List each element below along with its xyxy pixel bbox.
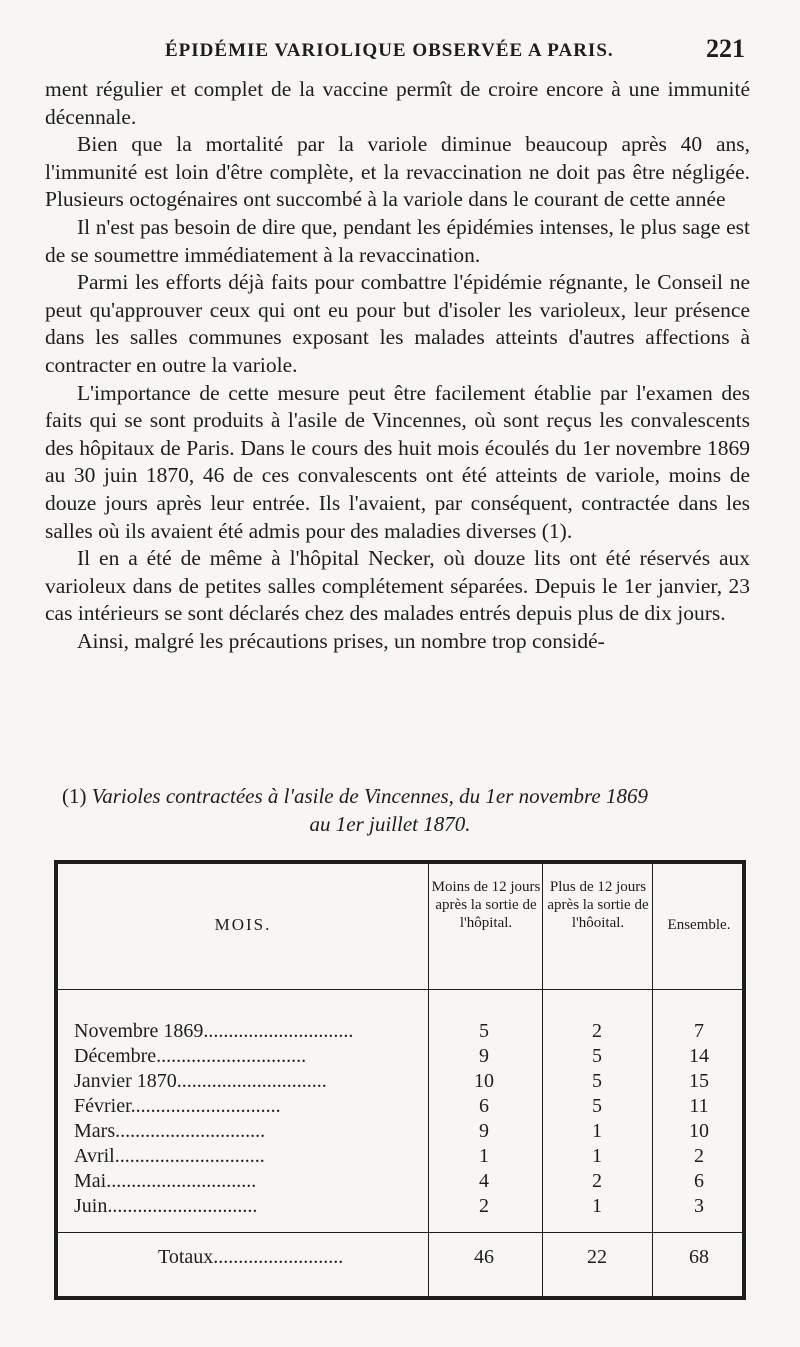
footnote-caption-1: Varioles contractées à l'asile de Vincennes, du 1er novembre 1869: [91, 784, 648, 808]
row-moins: 9: [479, 1045, 489, 1067]
row-month: Mai..............................: [74, 1170, 257, 1192]
paragraph-1: ment régulier et complet de la vaccine permît de croire encore à une immunité décennale.: [45, 77, 750, 129]
totals-moins: 46: [474, 1246, 494, 1268]
running-title: ÉPIDÉMIE VARIOLIQUE OBSERVÉE A PARIS.: [165, 40, 614, 61]
row-month: Juin..............................: [74, 1195, 258, 1217]
footnote-caption-2: au 1er juillet 1870.: [309, 812, 471, 836]
header-divider: [58, 989, 742, 990]
row-month: Mars..............................: [74, 1120, 266, 1142]
totals-ensemble: 68: [689, 1246, 709, 1268]
paragraph-7: Ainsi, malgré les précautions prises, un nombre trop considé-: [77, 628, 605, 653]
totals-label: Totaux..........................: [158, 1246, 344, 1268]
row-moins: 4: [479, 1170, 489, 1192]
paragraph-5: L'importance de cette mesure peut être facilement établie par l'examen des faits qui se sont produits à l'asile de Vincennes, où sont reçus les convalescents des hôpitaux de Paris. Dans le cours des huit mois écoulés du 1er novembre 1869 au 30 juin 1870, 46 de ces convalescents ont été atteints de variole, moins de douze jours après leur entrée. Ils l'avaient, par conséquent, contractée dans les salles où ils avaient été admis pour des maladies diverses (1).: [45, 380, 750, 543]
row-ensemble: 3: [694, 1195, 704, 1217]
row-moins: 2: [479, 1195, 489, 1217]
row-month: Février..............................: [74, 1095, 281, 1117]
paragraph-4: Parmi les efforts déjà faits pour combattre l'épidémie régnante, le Conseil ne peut qu'approuver ceux qui ont eu pour but d'isoler les varioleux, leur présence dans les salles communes exposant les malades atteints d'autres affections à contracter en outre la variole.: [45, 270, 750, 377]
row-moins: 1: [479, 1145, 489, 1167]
row-moins: 6: [479, 1095, 489, 1117]
paragraph-3: Il n'est pas besoin de dire que, pendant les épidémies intenses, le plus sage est de se soumettre immédiatement à la revaccination.: [45, 214, 750, 267]
body-text: [45, 76, 750, 655]
header-mois: MOIS.: [214, 915, 272, 934]
footnote-marker: (1): [62, 784, 87, 808]
table-row: [58, 1120, 742, 1144]
footnote-line-2: [50, 810, 750, 838]
row-ensemble: 14: [689, 1045, 709, 1067]
row-moins: 10: [474, 1070, 494, 1092]
table-row: [58, 1020, 742, 1044]
row-ensemble: 6: [694, 1170, 704, 1192]
row-ensemble: 2: [694, 1145, 704, 1167]
row-month: Janvier 1870..............................: [74, 1070, 327, 1092]
row-plus: 1: [592, 1195, 602, 1217]
table-row: [58, 1145, 742, 1169]
footnote-line-1: [50, 782, 750, 810]
row-ensemble: 11: [689, 1095, 709, 1117]
row-plus: 1: [592, 1120, 602, 1142]
table-row: [58, 1070, 742, 1094]
header-plus-12-jours: Plus de 12 jours après la sortie de l'hôoital.: [547, 879, 649, 931]
table-row: [58, 1170, 742, 1194]
table-row: [58, 1045, 742, 1069]
row-month: Décembre..............................: [74, 1045, 307, 1067]
row-plus: 2: [592, 1020, 602, 1042]
totals-divider: [58, 1232, 742, 1233]
row-plus: 5: [592, 1045, 602, 1067]
row-ensemble: 10: [689, 1120, 709, 1142]
paragraph-2: Bien que la mortalité par la variole diminue beaucoup après 40 ans, l'immunité est loin d'être complète, et la revaccination ne doit pas être négligée. Plusieurs octogénaires ont succombé à la variole dans le courant de cette année: [45, 132, 750, 212]
row-moins: 5: [479, 1020, 489, 1042]
totals-plus: 22: [587, 1246, 607, 1268]
row-plus: 2: [592, 1170, 602, 1192]
table-row: [58, 1195, 742, 1219]
variole-table: [54, 860, 746, 1300]
row-plus: 5: [592, 1070, 602, 1092]
row-ensemble: 7: [694, 1020, 704, 1042]
row-month: Novembre 1869..............................: [74, 1020, 354, 1042]
header-ensemble: Ensemble.: [667, 917, 731, 933]
row-ensemble: 15: [689, 1070, 709, 1092]
table-row: [58, 1095, 742, 1119]
footnote: [50, 782, 750, 838]
row-plus: 5: [592, 1095, 602, 1117]
row-month: Avril..............................: [74, 1145, 265, 1167]
row-moins: 9: [479, 1120, 489, 1142]
paragraph-6: Il en a été de même à l'hôpital Necker, où douze lits ont été réservés aux varioleux dans de petites salles complétement séparées. Depuis le 1er janvier, 23 cas intérieurs se sont déclarés chez des malades entrés depuis plus de dix jours.: [45, 546, 750, 626]
totals-row: [58, 1246, 742, 1270]
running-header: [165, 30, 745, 70]
header-moins-12-jours: Moins de 12 jours après la sortie de l'hôpital.: [431, 879, 541, 931]
row-plus: 1: [592, 1145, 602, 1167]
page-number: 221: [706, 34, 745, 63]
